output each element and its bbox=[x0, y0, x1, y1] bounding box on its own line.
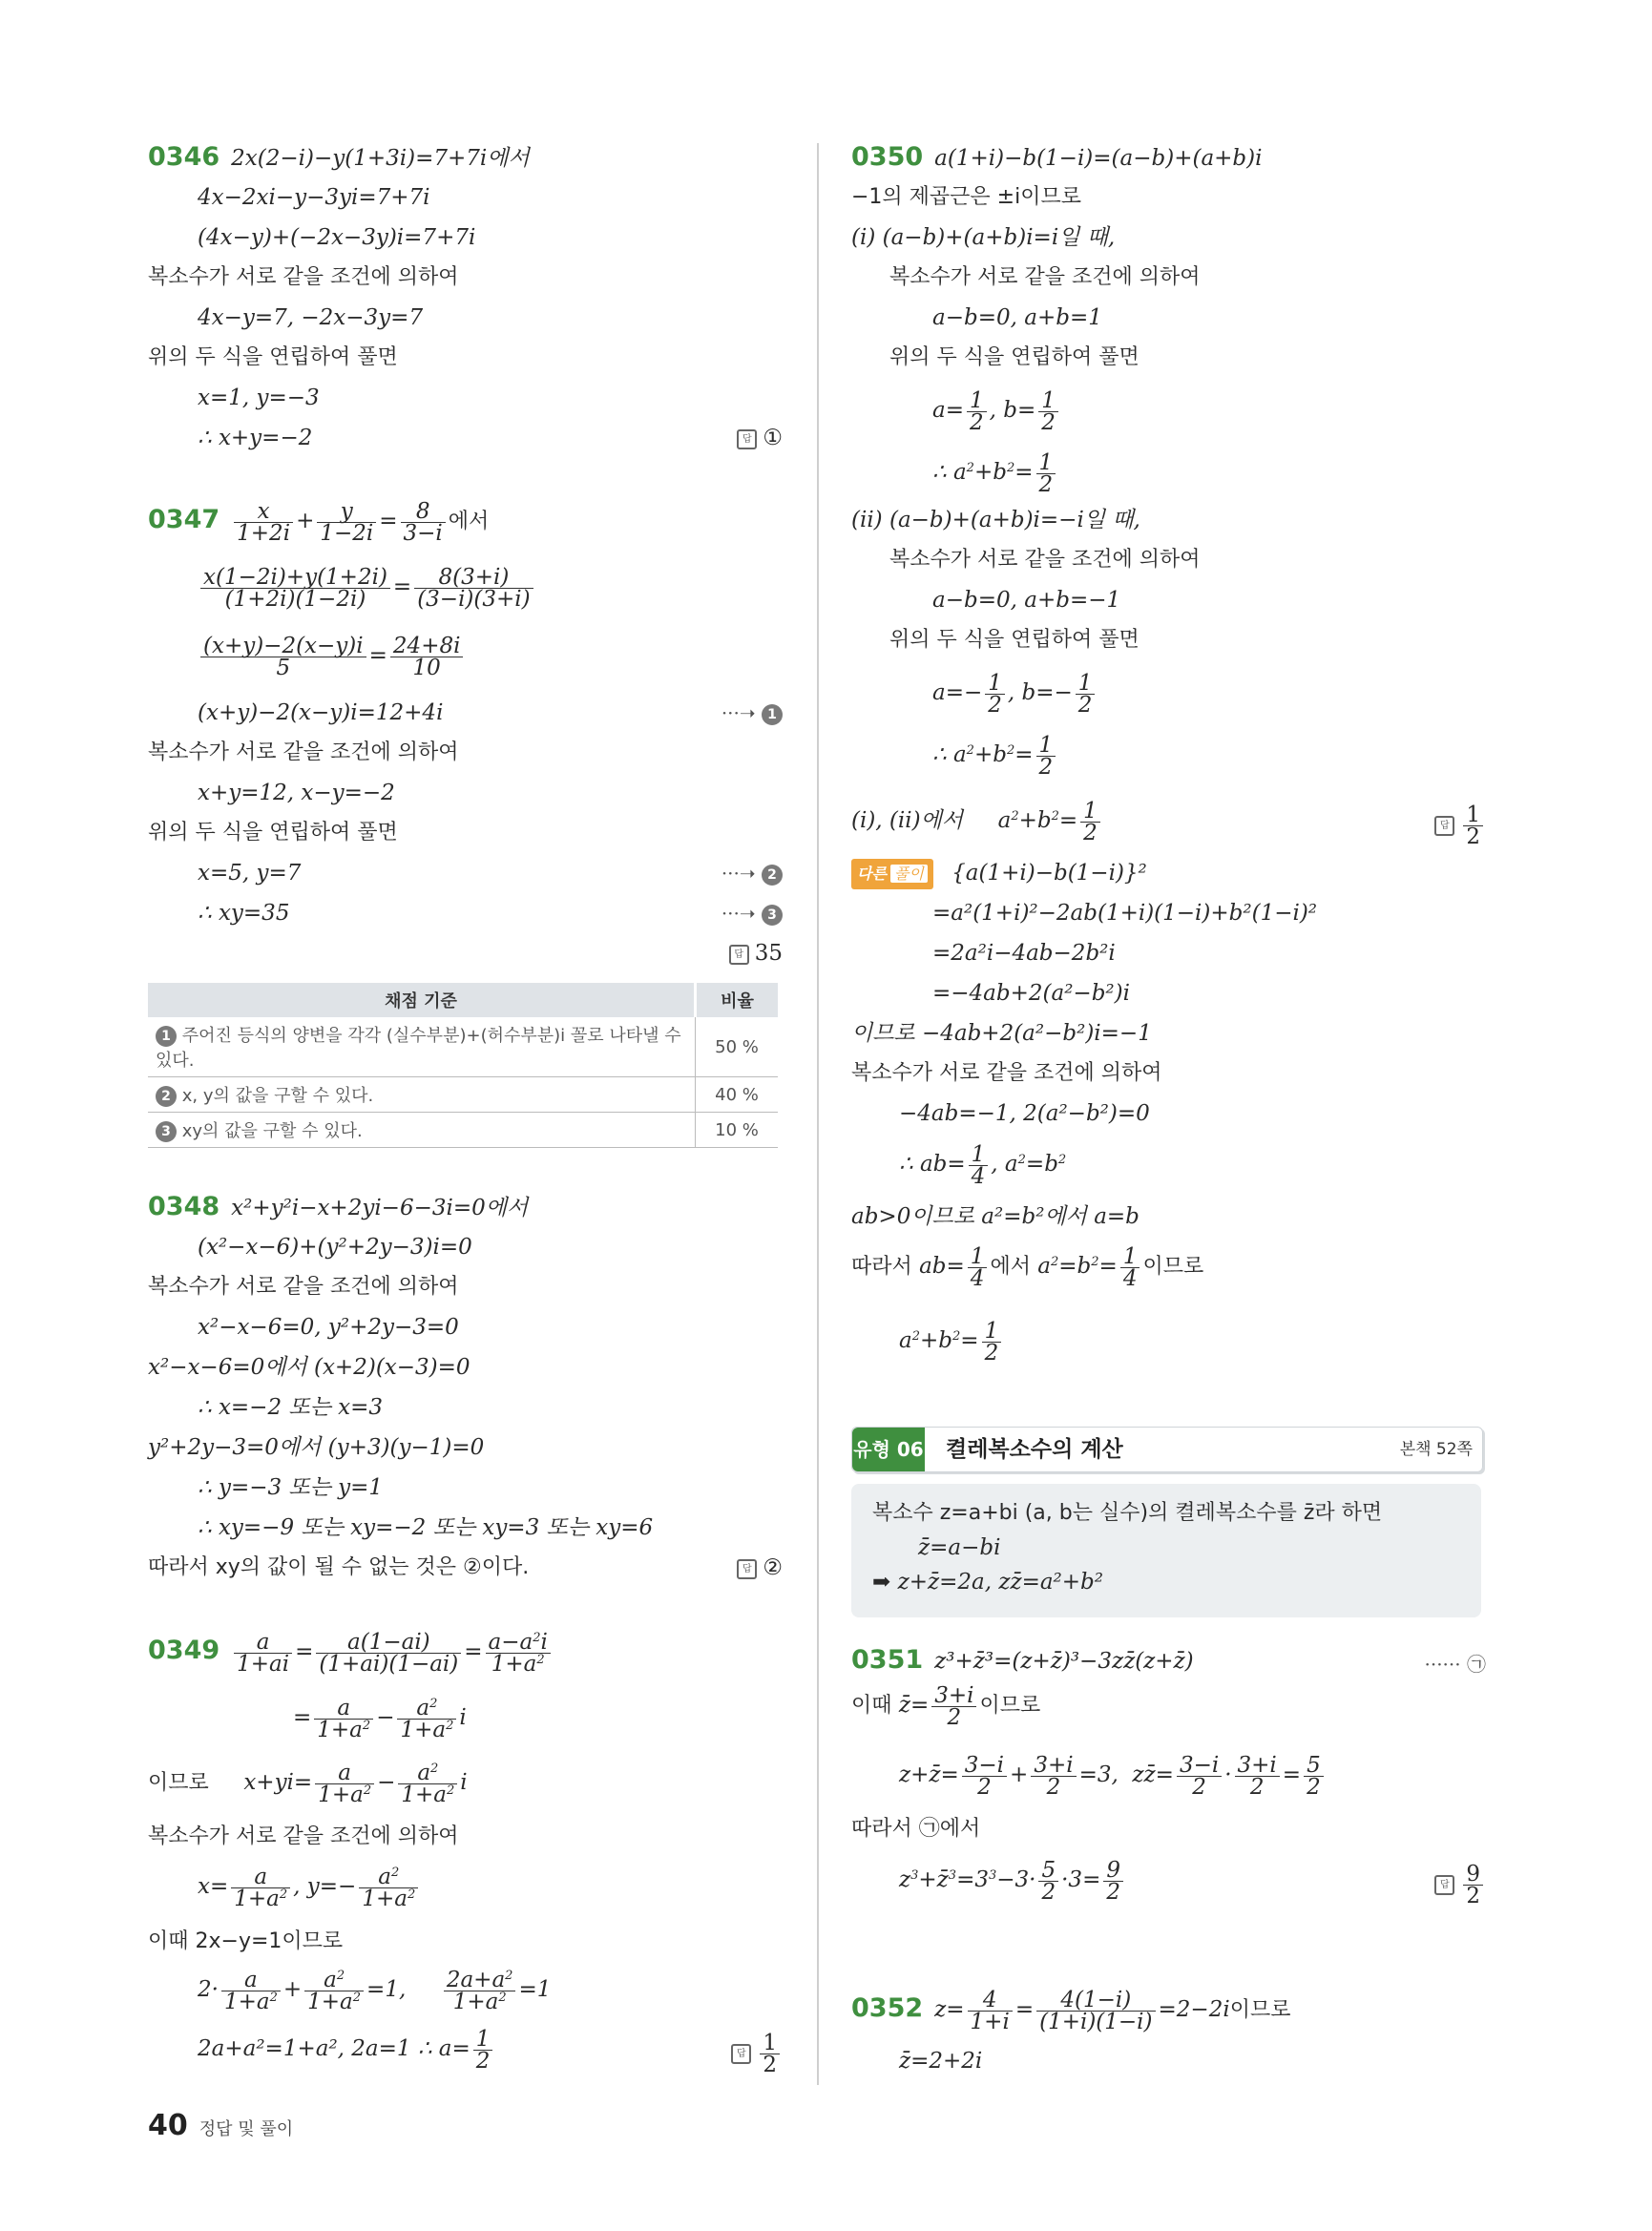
answer-icon: 답 bbox=[737, 1559, 757, 1579]
solution-line: $\frac{x(1-2i)+y(1+2i)}{(1+2i)(1-2i)}$ = $\frac{8(3+i)}{(3-i)(3+i)}$ bbox=[198, 563, 536, 611]
problem-0349-header: 0349 $\frac{a}{1+ai}$ = $\frac{a(1-ai)}{(1+ai)(1-ai)}$ = $\frac{a-a^2i}{1+a^2}$ bbox=[148, 1627, 554, 1676]
problem-number: 0346 bbox=[148, 142, 220, 172]
solution-line: 4x−2xi−y−3yi=7+7i bbox=[198, 185, 430, 210]
step-marker-3: ···➝ 3 bbox=[721, 902, 783, 926]
solution-line: (x+y)−2(x−y)i=12+4i bbox=[198, 700, 444, 725]
answer-0350: 답 $\frac{1}{2}$ bbox=[1434, 804, 1486, 847]
solution-line: (4x−y)+(−2x−3y)i=7+7i bbox=[198, 225, 476, 250]
solution-line: 복소수가 서로 같을 조건에 의하여 bbox=[148, 265, 459, 289]
solution-line: =−4ab+2(a²−b²)i bbox=[932, 981, 1130, 1006]
solution-line: z+z̄= $\frac{3-i}{2}$ + $\frac{3+i}{2}$ =3, zz̄= $\frac{3-i}{2}$ · $\frac{3+i}{2}$ = $\frac{5}{2}$ bbox=[899, 1751, 1327, 1799]
solution-line: x+y=12, x−y=−2 bbox=[198, 781, 395, 805]
answer-0349: 답 $\frac{1}{2}$ bbox=[731, 2033, 783, 2075]
solution-line: =a²(1+i)²−2ab(1+i)(1−i)+b²(1−i)² bbox=[932, 901, 1318, 926]
solution-line: 이므로 −4ab+2(a²−b²)i=−1 bbox=[851, 1021, 1152, 1046]
problem-number: 0348 bbox=[148, 1192, 220, 1221]
solution-line: 복소수가 서로 같을 조건에 의하여 bbox=[148, 740, 459, 764]
solution-line: 위의 두 식을 연립하여 풀면 bbox=[148, 821, 398, 844]
answer-0348: 답 ② bbox=[737, 1553, 783, 1582]
solution-line: $z^3+z̄^3=3^3-3\cdot$ $\frac{5}{2}$ ·3= $\frac{9}{2}$ bbox=[899, 1856, 1126, 1904]
solution-line: 따라서 ab= $\frac{1}{4}$ 에서 $a^2=b^2=$ $\frac{1}{4}$ 이므로 bbox=[851, 1243, 1204, 1291]
equation-marker: ······ ㉠ bbox=[1424, 1653, 1486, 1676]
solution-line: x= $\frac{a}{1+a^2}$ , y=− $\frac{a^2}{1+a^2}$ bbox=[198, 1863, 421, 1910]
footer-label: 정답 및 풀이 bbox=[199, 2119, 294, 2139]
solution-line: ∴ xy=35 bbox=[198, 901, 290, 926]
solution-line: y²+2y−3=0에서 (y+3)(y−1)=0 bbox=[148, 1435, 485, 1460]
solution-line: a−b=0, a+b=−1 bbox=[932, 588, 1121, 613]
solution-line: −1의 제곱근은 ±i이므로 bbox=[851, 185, 1081, 209]
solution-line: 2· $\frac{a}{1+a^2}$ + $\frac{a^2}{1+a^2}$ =1, $\frac{2a+a^2}{1+a^2}$ =1 bbox=[198, 1967, 552, 2014]
type-badge: 유형 06 bbox=[852, 1428, 925, 1471]
solution-line: $\frac{(x+y)-2(x-y)i}{5}$ = $\frac{24+8i}{10}$ bbox=[198, 632, 466, 679]
solution-line: ∴ x=−2 또는 x=3 bbox=[198, 1395, 384, 1420]
solution-line: x²−x−6=0에서 (x+2)(x−3)=0 bbox=[148, 1355, 471, 1380]
solution-line: = $\frac{a}{1+a^2}$ − $\frac{a^2}{1+a^2}$ i bbox=[293, 1695, 467, 1742]
solution-line: x=5, y=7 bbox=[198, 861, 302, 886]
solution-line: x=1, y=−3 bbox=[198, 386, 320, 410]
ratio-header: 비율 bbox=[696, 983, 779, 1017]
alternative-solution: 다른 풀이 {a(1+i)−b(1−i)}² bbox=[851, 859, 1147, 889]
note-line: z̄=a−bi bbox=[918, 1535, 1001, 1560]
solution-line: a=− $\frac{1}{2}$ , b=− $\frac{1}{2}$ bbox=[932, 669, 1098, 717]
answer-0346: 답 ① bbox=[737, 424, 783, 452]
type-title: 켤레복소수의 계산 bbox=[946, 1437, 1123, 1462]
answer-0347: 답 35 bbox=[729, 939, 783, 968]
page-footer bbox=[148, 2109, 293, 2142]
type-header bbox=[851, 1427, 1483, 1472]
problem-0351-header: 0351 z³+z̄³=(z+z̄)³−3zz̄(z+z̄) bbox=[851, 1645, 1194, 1675]
step-marker-1: ···➝ 1 bbox=[721, 701, 783, 725]
problem-0348-header: 0348 x²+y²i−x+2yi−6−3i=0에서 bbox=[148, 1192, 529, 1221]
solution-line: ∴ xy=−9 또는 xy=−2 또는 xy=3 또는 xy=6 bbox=[198, 1515, 654, 1540]
problem-number: 0349 bbox=[148, 1636, 220, 1665]
solution-line: 이므로 x+yi= $\frac{a}{1+a^2}$ − $\frac{a^2}{1+a^2}$ i bbox=[148, 1760, 468, 1807]
solution-line: a−b=0, a+b=1 bbox=[932, 305, 1102, 330]
type-reference: 본책 52쪽 bbox=[1399, 1440, 1473, 1459]
solution-line: −4ab=−1, 2(a²−b²)=0 bbox=[899, 1101, 1150, 1126]
answer-icon: 답 bbox=[729, 945, 749, 965]
problem-0346-header bbox=[148, 143, 530, 173]
solution-line: 위의 두 식을 연립하여 풀면 bbox=[148, 345, 398, 369]
table-row: 2 x, y의 값을 구할 수 있다. 40 % bbox=[148, 1077, 778, 1113]
step-marker-2: ···➝ 2 bbox=[721, 862, 783, 886]
solution-line: a= $\frac{1}{2}$ , b= $\frac{1}{2}$ bbox=[932, 386, 1061, 434]
solution-line: ∴ $a^2+b^2=$ $\frac{1}{2}$ bbox=[932, 731, 1058, 779]
problem-number: 0347 bbox=[148, 505, 220, 534]
solution-line: ab>0이므로 a²=b²에서 a=b bbox=[851, 1204, 1140, 1229]
table-row: 1 주어진 등식의 양변을 각각 (실수부분)+(허수부분)i 꼴로 나타낼 수 있다. 50 % bbox=[148, 1017, 778, 1077]
solution-line: x²−x−6=0, y²+2y−3=0 bbox=[198, 1315, 459, 1340]
answer-icon: 답 bbox=[737, 429, 757, 449]
solution-line: $a^2+b^2=$ $\frac{1}{2}$ bbox=[899, 1317, 1004, 1365]
answer-icon: 답 bbox=[731, 2044, 751, 2064]
note-line: 복소수 z=a+bi (a, b는 실수)의 켤레복소수를 z̄라 하면 bbox=[872, 1501, 1383, 1525]
solution-line: ∴ x+y=−2 bbox=[198, 426, 313, 450]
solution-line: (ⅰ) (a−b)+(a+b)i=i일 때, bbox=[851, 225, 1116, 250]
problem-statement: 2x(2−i)−y(1+3i)=7+7i에서 bbox=[231, 146, 530, 171]
solution-line: 복소수가 서로 같을 조건에 의하여 bbox=[851, 1061, 1162, 1085]
solution-line: 복소수가 서로 같을 조건에 의하여 bbox=[148, 1824, 459, 1848]
column-divider bbox=[817, 143, 819, 2085]
concept-note-box bbox=[851, 1484, 1481, 1617]
problem-0350-header: 0350 a(1+i)−b(1−i)=(a−b)+(a+b)i bbox=[851, 142, 1263, 172]
alt-solution-badge: 다른 풀이 bbox=[851, 859, 933, 889]
answer-icon: 답 bbox=[1434, 816, 1454, 836]
solution-line: (ⅰ), (ⅱ)에서 $a^2+b^2=$ $\frac{1}{2}$ bbox=[851, 797, 1103, 844]
page-number: 40 bbox=[148, 2109, 188, 2142]
answer-0351: 답 $\frac{9}{2}$ bbox=[1434, 1864, 1486, 1907]
table-row: 3 xy의 값을 구할 수 있다. 10 % bbox=[148, 1113, 778, 1148]
note-line: ➡ z+z̄=2a, zz̄=a²+b² bbox=[872, 1570, 1103, 1595]
solution-line: 이때 2x−y=1이므로 bbox=[148, 1929, 344, 1953]
solution-line: 복소수가 서로 같을 조건에 의하여 bbox=[889, 265, 1201, 289]
solution-line: 2a+a²=1+a², 2a=1 ∴ a= $\frac{1}{2}$ bbox=[198, 2025, 495, 2073]
solution-line: 따라서 xy의 값이 될 수 없는 것은 ②이다. bbox=[148, 1555, 530, 1579]
solution-line: 복소수가 서로 같을 조건에 의하여 bbox=[148, 1275, 459, 1299]
solution-line: 위의 두 식을 연립하여 풀면 bbox=[889, 628, 1140, 652]
problem-number: 0351 bbox=[851, 1645, 924, 1675]
solution-line: 4x−y=7, −2x−3y=7 bbox=[198, 305, 424, 330]
problem-number: 0350 bbox=[851, 142, 924, 172]
answer-icon: 답 bbox=[1434, 1875, 1454, 1895]
solution-line: ∴ y=−3 또는 y=1 bbox=[198, 1475, 384, 1500]
scoring-table bbox=[148, 983, 778, 1148]
problem-0347-header: 0347 $\frac{x}{1+2i}$ + $\frac{y}{1-2i}$ = $\frac{8}{3-i}$ 에서 bbox=[148, 498, 490, 546]
solution-line: 이때 z̄= $\frac{3+i}{2}$ 이므로 bbox=[851, 1682, 1041, 1730]
problem-number: 0352 bbox=[851, 1993, 924, 2023]
solution-line: 복소수가 서로 같을 조건에 의하여 bbox=[889, 548, 1201, 572]
solution-line: 따라서 ㉠에서 bbox=[851, 1817, 981, 1841]
solution-line: 위의 두 식을 연립하여 풀면 bbox=[889, 345, 1140, 369]
solution-line: =2a²i−4ab−2b²i bbox=[932, 941, 1116, 966]
criteria-header: 채점 기준 bbox=[148, 983, 696, 1017]
solution-line: (ⅱ) (a−b)+(a+b)i=−i일 때, bbox=[851, 508, 1140, 532]
problem-0352-header: 0352 z= $\frac{4}{1+i}$ = $\frac{4(1-i)}{(1+i)(1-i)}$ =2−2i이므로 bbox=[851, 1987, 1291, 2034]
solution-line: z̄=2+2i bbox=[899, 2049, 983, 2074]
solution-line: ∴ ab= $\frac{1}{4}$ , $a^2=b^2$ bbox=[899, 1141, 1067, 1189]
solution-line: (x²−x−6)+(y²+2y−3)i=0 bbox=[198, 1235, 472, 1260]
solution-line: ∴ $a^2+b^2=$ $\frac{1}{2}$ bbox=[932, 448, 1058, 496]
